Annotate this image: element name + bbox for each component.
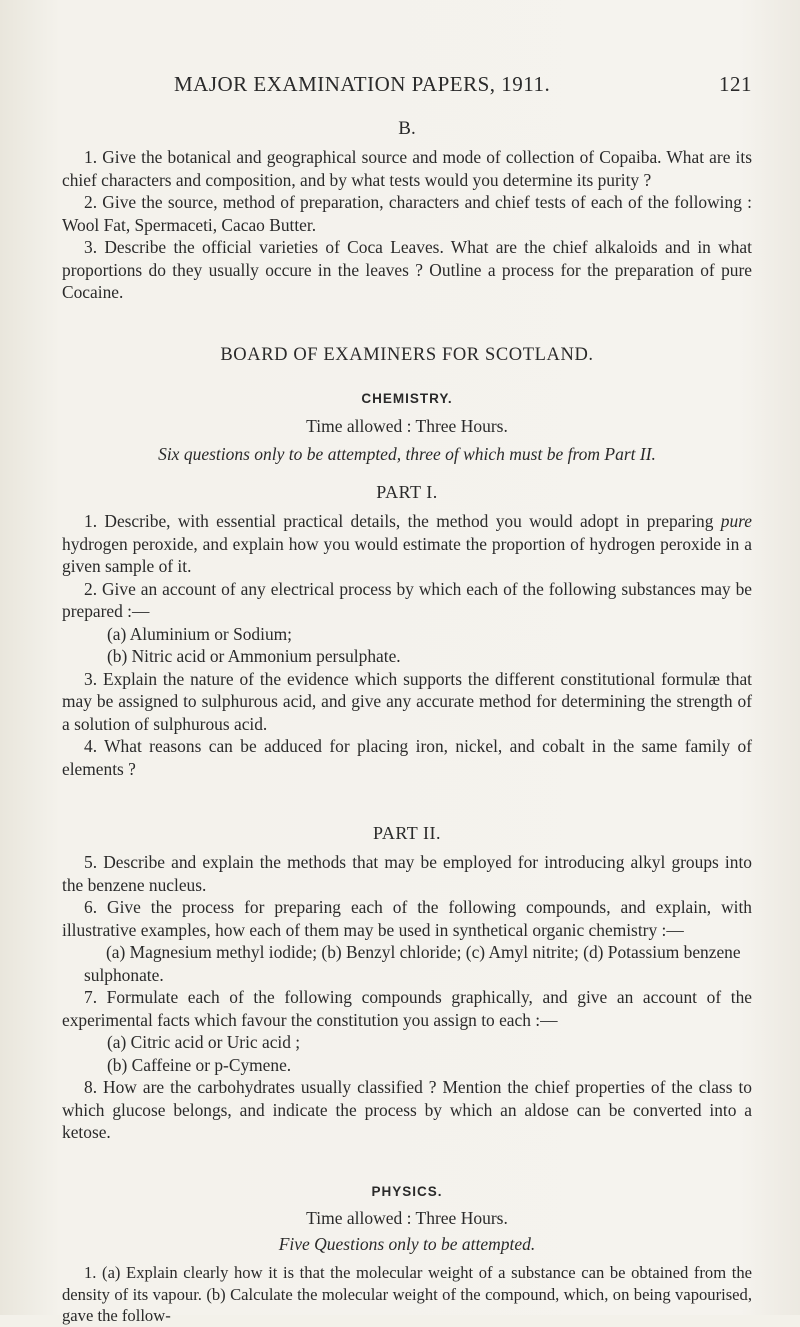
physics-time: Time allowed : Three Hours. <box>306 1208 508 1228</box>
chem-question-7b: (b) Caffeine or p-Cymene. <box>107 1054 292 1075</box>
chem-q1-text-a: 1. Describe, with essential practical details, the method you would adopt in preparing <box>84 511 721 531</box>
question-b-3: 3. Describe the official varieties of Coca Leaves. What are the chief alkaloids and in what proportions do they usually occure in the leaves ? Outline a process for the preparation of pure Cocaine. <box>62 237 752 302</box>
chem-q1-text-b: hydrogen peroxide, and explain how you would estimate the proportion of hydrogen peroxide in a given sample of it. <box>62 533 752 576</box>
question-b-1: 1. Give the botanical and geographical source and mode of collection of Copaiba. What are its chief characters and composition, and by what tests would you determine its purity ? <box>62 147 752 190</box>
page-number: 121 <box>719 72 752 96</box>
chem-question-3: 3. Explain the nature of the evidence which supports the different constitutional formulæ that may be assigned to sulphurous acid, and give any accurate method for determining the strength of a solution of sulphurous acid. <box>62 668 752 734</box>
physics-questions <box>62 1262 752 1327</box>
chemistry-instruction: Six questions only to be attempted, three of which must be from Part II. <box>158 444 656 464</box>
physics-instruction: Five Questions only to be attempted. <box>278 1234 536 1254</box>
part-2-heading: PART II. <box>373 823 441 843</box>
chem-question-7: 7. Formulate each of the following compounds graphically, and give an account of the experimental facts which favour the constitution you assign to each :— <box>62 987 752 1030</box>
chem-question-1 <box>62 510 752 578</box>
board-heading: BOARD OF EXAMINERS FOR SCOTLAND. <box>220 345 594 365</box>
chem-question-2a: (a) Aluminium or Sodium; <box>107 623 293 644</box>
chem-question-6: 6. Give the process for preparing each of the following compounds, and explain, with illustrative examples, how each of them may be used in synthetical organic chemistry :— <box>62 897 752 940</box>
physics-question-1: 1. (a) Explain clearly how it is that the molecular weight of a substance can be obtained from the density of its vapour. (b) Calculate the molecular weight of the compound, which, on being vapourised, gave the follow- <box>62 1263 752 1325</box>
part-2-questions <box>62 851 752 1144</box>
part-1-questions <box>62 510 752 780</box>
chem-question-2: 2. Give an account of any electrical process by which each of the following substances may be prepared :— <box>62 578 752 621</box>
chem-question-6-items: (a) Magnesium methyl iodide; (b) Benzyl chloride; (c) Amyl nitrite; (d) Potassium benzene sulphonate. <box>84 942 741 985</box>
section-b-label: B. <box>398 118 416 139</box>
question-b-2: 2. Give the source, method of preparation, characters and chief tests of each of the following : Wool Fat, Spermaceti, Cacao Butter. <box>62 192 752 235</box>
physics-heading: PHYSICS. <box>371 1184 443 1199</box>
chem-question-8: 8. How are the carbohydrates usually classified ? Mention the chief properties of the class to which glucose belongs, and indicate the process by which an aldose can be converted into a ketose. <box>62 1077 752 1142</box>
chem-question-2b: (b) Nitric acid or Ammonium persulphate. <box>107 646 401 666</box>
running-title: MAJOR EXAMINATION PAPERS, 1911. <box>174 72 551 96</box>
section-b-questions <box>62 146 752 304</box>
part-1-heading: PART I. <box>376 482 438 502</box>
chem-question-5: 5. Describe and explain the methods that may be employed for introducing alkyl groups into the benzene nucleus. <box>62 852 752 895</box>
chem-q1-emphasis: pure <box>720 511 752 531</box>
chem-question-4: 4. What reasons can be adduced for placing iron, nickel, and cobalt in the same family of elements ? <box>62 736 752 779</box>
chem-question-7a: (a) Citric acid or Uric acid ; <box>107 1032 301 1052</box>
chemistry-heading: CHEMISTRY. <box>361 391 453 406</box>
chemistry-time: Time allowed : Three Hours. <box>306 416 508 436</box>
